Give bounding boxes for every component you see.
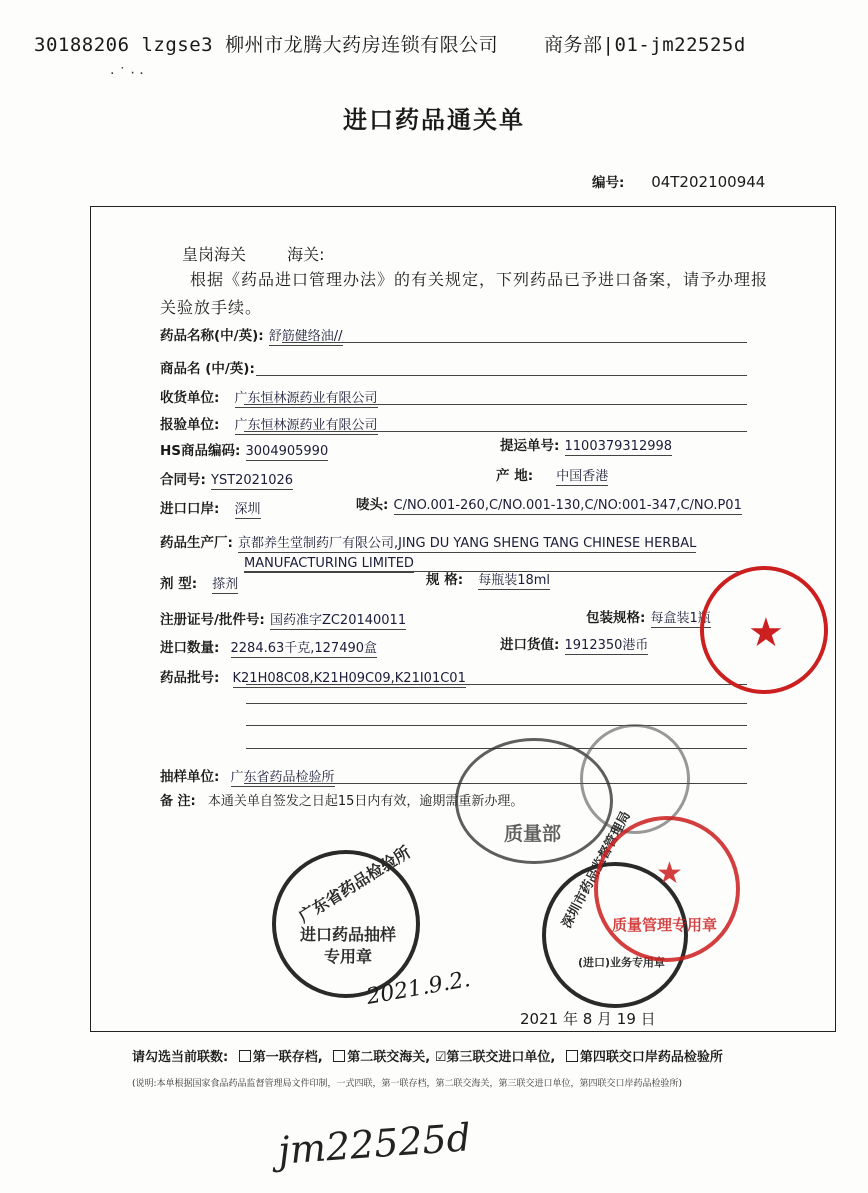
row-packaging xyxy=(586,606,711,626)
manufacturer-value-1: 京都养生堂制药厂有限公司,JING DU YANG SHENG TANG CHINESE HERBAL xyxy=(238,536,697,551)
dosage-form-label: 剂 型: xyxy=(160,576,198,592)
reg-no-label: 注册证号/批件号: xyxy=(160,612,265,628)
consignee-rule xyxy=(244,404,747,405)
row-origin xyxy=(496,464,608,484)
header-company: 柳州市龙腾大药房连锁有限公司 xyxy=(225,34,499,56)
document-number-label: 编号: xyxy=(592,175,625,191)
manufacturer-value-2: MANUFACTURING LIMITED xyxy=(244,556,414,571)
copies-line xyxy=(132,1046,723,1065)
bill-no-label: 提运单号: xyxy=(500,438,560,454)
spec-label: 规 格: xyxy=(426,572,464,588)
stamp-top-right-star: ★ xyxy=(748,610,784,656)
customs-name: 皇岗海关 xyxy=(182,245,247,264)
stamp-guangdong-inspection xyxy=(272,842,420,998)
document-number xyxy=(592,171,765,191)
handwritten-date: 2021.9.2. xyxy=(364,967,473,1010)
trade-name-label: 商品名 (中/英): xyxy=(160,361,255,377)
row-inspection-unit xyxy=(160,413,378,433)
footnote: (说明:本单根据国家食品药品监督管理局文件印制，一式四联，第一联存档，第二联交海关，第三联交进口单位，第四联交口岸药品检验所) xyxy=(132,1079,683,1089)
row-value xyxy=(500,633,648,653)
consignee-value: 广东恒林源药业有限公司 xyxy=(234,391,378,406)
scan-specks: · ˙ ‧ · xyxy=(110,66,144,82)
header-line xyxy=(34,30,746,57)
packaging-value: 每盒装1瓶 xyxy=(650,611,711,626)
reg-no-value: 国药准字ZC20140011 xyxy=(269,613,407,628)
stamp-top-right xyxy=(700,566,828,694)
stamp-quality-seal xyxy=(594,816,740,962)
copies-lead: 请勾选当前联数: xyxy=(132,1050,229,1065)
bill-no-value: 1100379312998 xyxy=(564,439,673,454)
row-shipping-mark xyxy=(356,493,742,513)
issue-date: 2021 年 8 月 19 日 xyxy=(520,1010,656,1028)
drug-name-label: 药品名称(中/英): xyxy=(160,328,264,344)
row-contract-no xyxy=(160,468,293,488)
remark-value: 本通关单自签发之日起15日内有效，逾期需重新办理。 xyxy=(207,794,524,809)
document-number-value: 04T202100944 xyxy=(651,173,766,191)
row-drug-name xyxy=(160,324,343,344)
contract-no-value: YST2021026 xyxy=(211,473,294,488)
row-quantity xyxy=(160,636,377,656)
drug-name-rule xyxy=(282,342,747,343)
header-id-code: 30188206 xyxy=(34,34,130,56)
contract-no-label: 合同号: xyxy=(160,472,206,488)
batch-label: 药品批号: xyxy=(160,670,220,686)
row-reg-no xyxy=(160,608,406,628)
body-text-content: 根据《药品进口管理办法》的有关规定，下列药品已予进口备案，请予办理报关验放手续。 xyxy=(160,270,769,317)
row-consignee xyxy=(160,386,378,406)
copy-3-label: 第三联交进口单位, xyxy=(446,1050,556,1065)
header-user-code: lzgse3 xyxy=(141,34,214,56)
stamp-guangdong-ring: 广东省药品检验所 xyxy=(295,842,414,927)
copy-2-checkbox[interactable] xyxy=(333,1050,345,1062)
header-department: 商务部|01-jm22525d xyxy=(544,34,746,56)
customs-suffix: 海关: xyxy=(287,245,325,264)
origin-label: 产 地: xyxy=(496,468,534,484)
stamp-guangdong-center: 进口药品抽样专用章 xyxy=(299,925,396,966)
drug-name-value: 舒筋健络油// xyxy=(268,329,343,344)
batch-rule-3 xyxy=(246,725,747,726)
copy-2-label: 第二联交海关, xyxy=(347,1050,431,1065)
row-hs-code xyxy=(160,439,328,459)
trade-name-rule xyxy=(256,375,747,376)
copy-4-label: 第四联交口岸药品检验所 xyxy=(579,1050,723,1065)
shipping-mark-label: 唛头: xyxy=(356,497,389,513)
row-bill-no xyxy=(500,434,672,454)
document-title: 进口药品通关单 xyxy=(343,106,525,134)
port-value: 深圳 xyxy=(234,502,261,517)
stamp-shenzhen-ring: 深圳市药品监督管理局 xyxy=(559,809,634,931)
quantity-label: 进口数量: xyxy=(160,640,220,656)
hs-code-label: HS商品编码: xyxy=(160,443,241,459)
batch-value: K21H08C08,K21H09C09,K21I01C01 xyxy=(232,671,466,686)
shipping-mark-value: C/NO.001-260,C/NO.001-130,C/NO:001-347,C/NO.P01 xyxy=(393,498,742,513)
packaging-label: 包装规格: xyxy=(586,610,646,626)
customs-line xyxy=(182,242,325,265)
inspection-unit-value: 广东恒林源药业有限公司 xyxy=(234,418,378,433)
row-batch xyxy=(160,666,466,686)
stamp-shenzhen-center: (进口)业务专用章 xyxy=(578,956,666,969)
row-dosage-form xyxy=(160,572,238,592)
port-label: 进口口岸: xyxy=(160,501,220,517)
stamp-quality-seal-text: 质量管理专用章 xyxy=(612,916,718,934)
row-manufacturer-2 xyxy=(244,552,414,571)
quantity-value: 2284.63千克,127490盒 xyxy=(230,641,378,656)
row-sampling-unit xyxy=(160,765,335,785)
body-text xyxy=(160,266,770,322)
batch-rule-1 xyxy=(246,684,747,685)
copy-1-label: 第一联存档, xyxy=(252,1050,323,1065)
value-label: 进口货值: xyxy=(500,637,560,653)
origin-value: 中国香港 xyxy=(556,469,609,484)
batch-rule-2 xyxy=(246,703,747,704)
inspection-unit-rule xyxy=(244,431,747,432)
handwritten-note: jm22525d xyxy=(276,1115,473,1173)
copy-3-checkbox[interactable]: ☑ xyxy=(434,1050,447,1065)
value-value: 1912350港币 xyxy=(564,638,649,653)
spec-value: 每瓶装18ml xyxy=(478,573,551,588)
copy-4-checkbox[interactable] xyxy=(566,1050,578,1062)
row-port xyxy=(160,497,261,517)
remark-label: 备 注: xyxy=(160,794,196,809)
row-manufacturer xyxy=(160,531,696,551)
stamp-quality-dept-text: 质量部 xyxy=(504,823,562,845)
dosage-form-value: 搽剂 xyxy=(212,577,239,592)
inspection-unit-label: 报验单位: xyxy=(160,417,220,433)
sampling-unit-value: 广东省药品检验所 xyxy=(230,770,335,785)
row-spec xyxy=(426,568,550,588)
consignee-label: 收货单位: xyxy=(160,390,220,406)
copy-1-checkbox[interactable] xyxy=(239,1050,251,1062)
stamp-quality-seal-star: ★ xyxy=(656,856,683,891)
hs-code-value: 3004905990 xyxy=(245,444,329,459)
sampling-unit-label: 抽样单位: xyxy=(160,769,220,785)
manufacturer-label: 药品生产厂: xyxy=(160,535,233,551)
row-trade-name xyxy=(160,357,255,377)
